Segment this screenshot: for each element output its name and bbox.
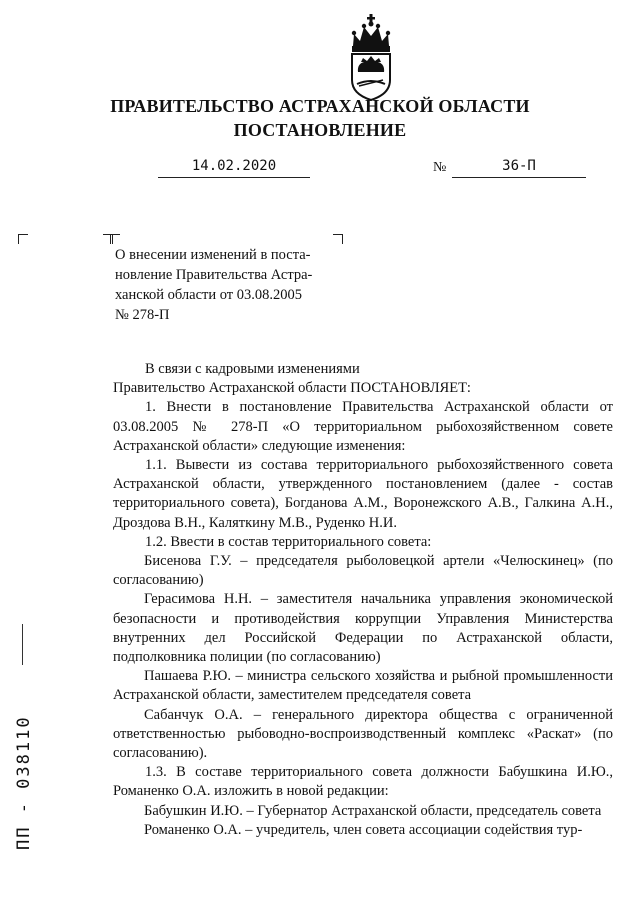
body-paragraph: 1.1. Вывести из состава территориального рыбохозяйственного совета Астраханской области, утвержденного постановлением (далее - состав территориального совета), Богданова А.М., Воронежского А.В., Галкина А.Н., Дроздова В.Н., Каляткину М.В., Руденко Н.И. [113,457,613,531]
document-number: 36-П [502,158,536,174]
body-paragraph: 1. Внести в постановление Правительства Астраханской области от 03.08.2005 № 278-П «О территориальном рыбохозяйственном совете Астраханской области» следующие изменения: [113,399,613,454]
corner-mark [110,234,120,244]
coat-of-arms-emblem [347,14,395,102]
body-paragraph: Романенко О.А. – учредитель, член совета ассоциации содействия тур- [144,821,583,838]
body-paragraph: Пашаева Р.Ю. – министра сельского хозяйства и рыбной промышленности Астраханской области, заместителем председателя совета [113,668,613,704]
subject-line: новление Правительства Астра- [115,267,313,283]
document-body [113,360,613,840]
subject-line: О внесении изменений в поста- [115,247,311,263]
document-type: ПОСТАНОВЛЕНИЕ [233,120,407,140]
margin-mark [22,624,23,665]
document-date: 14.02.2020 [191,158,277,174]
body-paragraph: Бабушкин И.Ю. – Губернатор Астраханской области, председатель совета [144,802,602,819]
document-subject [115,245,340,325]
number-sign: № [433,160,447,175]
body-paragraph: Сабанчук О.А. – генерального директора общества с ограниченной ответственностью рыбоводно-воспроизводственный комплекс «Раскат» (по согласованию). [113,706,613,762]
number-underline [452,177,586,178]
body-paragraph: 1.3. В составе территориального совета должности Бабушкина И.Ю., Романенко О.А. изложить в новой редакции: [113,764,613,800]
body-paragraph: Бисенова Г.У. – председателя рыболовецкой артели «Челюскинец» (по согласованию) [113,553,613,589]
body-paragraph: 1.2. Ввести в состав территориального совета: [145,533,432,550]
body-paragraph: В связи с кадровыми изменениями [145,361,360,377]
subject-line: ханской области от 03.08.2005 [115,287,302,303]
serial-code: ПП - 038110 [14,715,34,850]
date-underline [158,177,310,178]
body-paragraph: Правительство Астраханской области ПОСТАНОВЛЯЕТ: [113,380,471,397]
organization-name: ПРАВИТЕЛЬСТВО АСТРАХАНСКОЙ ОБЛАСТИ [110,96,530,116]
body-paragraph: Герасимова Н.Н. – заместителя начальника управления экономической безопасности и противодействия коррупции Управления Министерства внутренних дел Российской Федерации по Астраханской области, подполковника полиции (по согласованию) [113,591,613,666]
corner-mark [18,234,28,244]
corner-mark [333,234,343,244]
subject-line: № 278-П [115,307,170,323]
